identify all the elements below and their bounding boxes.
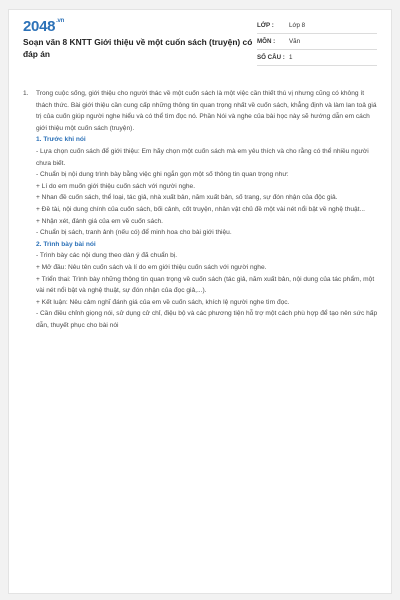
meta-row-question-count bbox=[257, 50, 377, 66]
logo-suffix: .vn bbox=[56, 18, 64, 24]
logo-text: 2048 bbox=[23, 18, 56, 35]
answer-line: - Lựa chọn cuốn sách để giới thiệu: Em hãy chọn một cuốn sách mà em yêu thích và cho rằng có thể nhiều người chưa biết. bbox=[36, 147, 369, 167]
answer-body bbox=[36, 88, 379, 331]
intro-paragraph: Trong cuộc sống, giới thiệu cho người thác về một cuốn sách là một việc cần thiết thú vị nhưng cũng có không ít thách thức. Bài giới thiệu cần cung cấp những thông tin quan trọng nhất về cuốn sách, khẳng định và làm lan toả giá trị của cuốn giúp người nghe hiểu và có thể tìm đọc nó. Phần Nói và nghe của bài học này sẽ hướng dẫn em cách giới thiệu một cuốn sách (truyện). bbox=[36, 90, 377, 132]
document-title: Soạn văn 8 KNTT Giới thiệu về một cuốn sách (truyện) có đáp án bbox=[23, 37, 253, 59]
answer-line: + Mở đầu: Nêu tên cuốn sách và lí do em giới thiệu cuốn sách với người nghe. bbox=[36, 263, 267, 271]
answer-line: + Nhận xét, đánh giá của em về cuốn sách. bbox=[36, 217, 164, 225]
meta-key-subject: MÔN : bbox=[257, 38, 276, 45]
meta-row-subject bbox=[257, 34, 377, 50]
answer-line: + Lí do em muốn giới thiệu cuốn sách với người nghe. bbox=[36, 182, 196, 190]
section-heading-before-speaking: 1. Trước khi nói bbox=[36, 136, 86, 144]
answer-line: + Nhan đề cuốn sách, thể loại, tác giả, nhà xuất bản, năm xuất bản, số trang, sự đón nhận của độc giả. bbox=[36, 194, 338, 202]
document-page bbox=[8, 9, 392, 594]
meta-value-question-count: 1 bbox=[289, 54, 293, 61]
answer-line: - Chuẩn bị nội dung trình bày bằng việc ghi ngắn gọn một số thông tin quan trọng như: bbox=[36, 171, 289, 179]
answer-line: - Chuẩn bị sách, tranh ảnh (nếu có) để minh hoa cho bài giới thiệu. bbox=[36, 229, 232, 237]
meta-key-class: LỚP : bbox=[257, 22, 274, 29]
question-content bbox=[23, 88, 379, 331]
answer-line: + Kết luận: Nêu cảm nghĩ đánh giá của em về cuốn sách, khích lệ người nghe tìm đọc. bbox=[36, 298, 290, 306]
answer-line: + Đề tài, nội dung chính của cuốn sách, bối cảnh, cốt truyện, nhân vật chủ đề một vài nét nổi bật về nghệ thuật... bbox=[36, 205, 365, 213]
meta-row-class bbox=[257, 18, 377, 34]
answer-line: - Trình bày các nội dung theo dàn ý đã chuẩn bị. bbox=[36, 252, 178, 260]
meta-value-class: Lớp 8 bbox=[289, 22, 306, 29]
meta-value-subject: Văn bbox=[289, 38, 301, 45]
answer-line: - Cần điều chỉnh giọng nói, sử dụng cử chỉ, điệu bộ và các phương tiện hỗ trợ một cách phù hợp để tạo nên sức hấp dẫn, thuyết phục cho bài nói bbox=[36, 310, 378, 329]
question-number: 1. bbox=[23, 90, 29, 97]
section-heading-presentation: 2. Trình bày bài nói bbox=[36, 240, 96, 248]
site-logo[interactable] bbox=[23, 18, 64, 35]
answer-line: + Triển thai: Trình bày những thông tin quan trọng về cuốn sách (tác giả, năm xuất bản, nội dung của tác phẩm, một vài nét nổi bật và nghệ thuật, sự đón nhận của đọc giả,...). bbox=[36, 275, 375, 295]
meta-table bbox=[257, 18, 377, 66]
meta-key-question-count: SỐ CÂU : bbox=[257, 54, 285, 61]
